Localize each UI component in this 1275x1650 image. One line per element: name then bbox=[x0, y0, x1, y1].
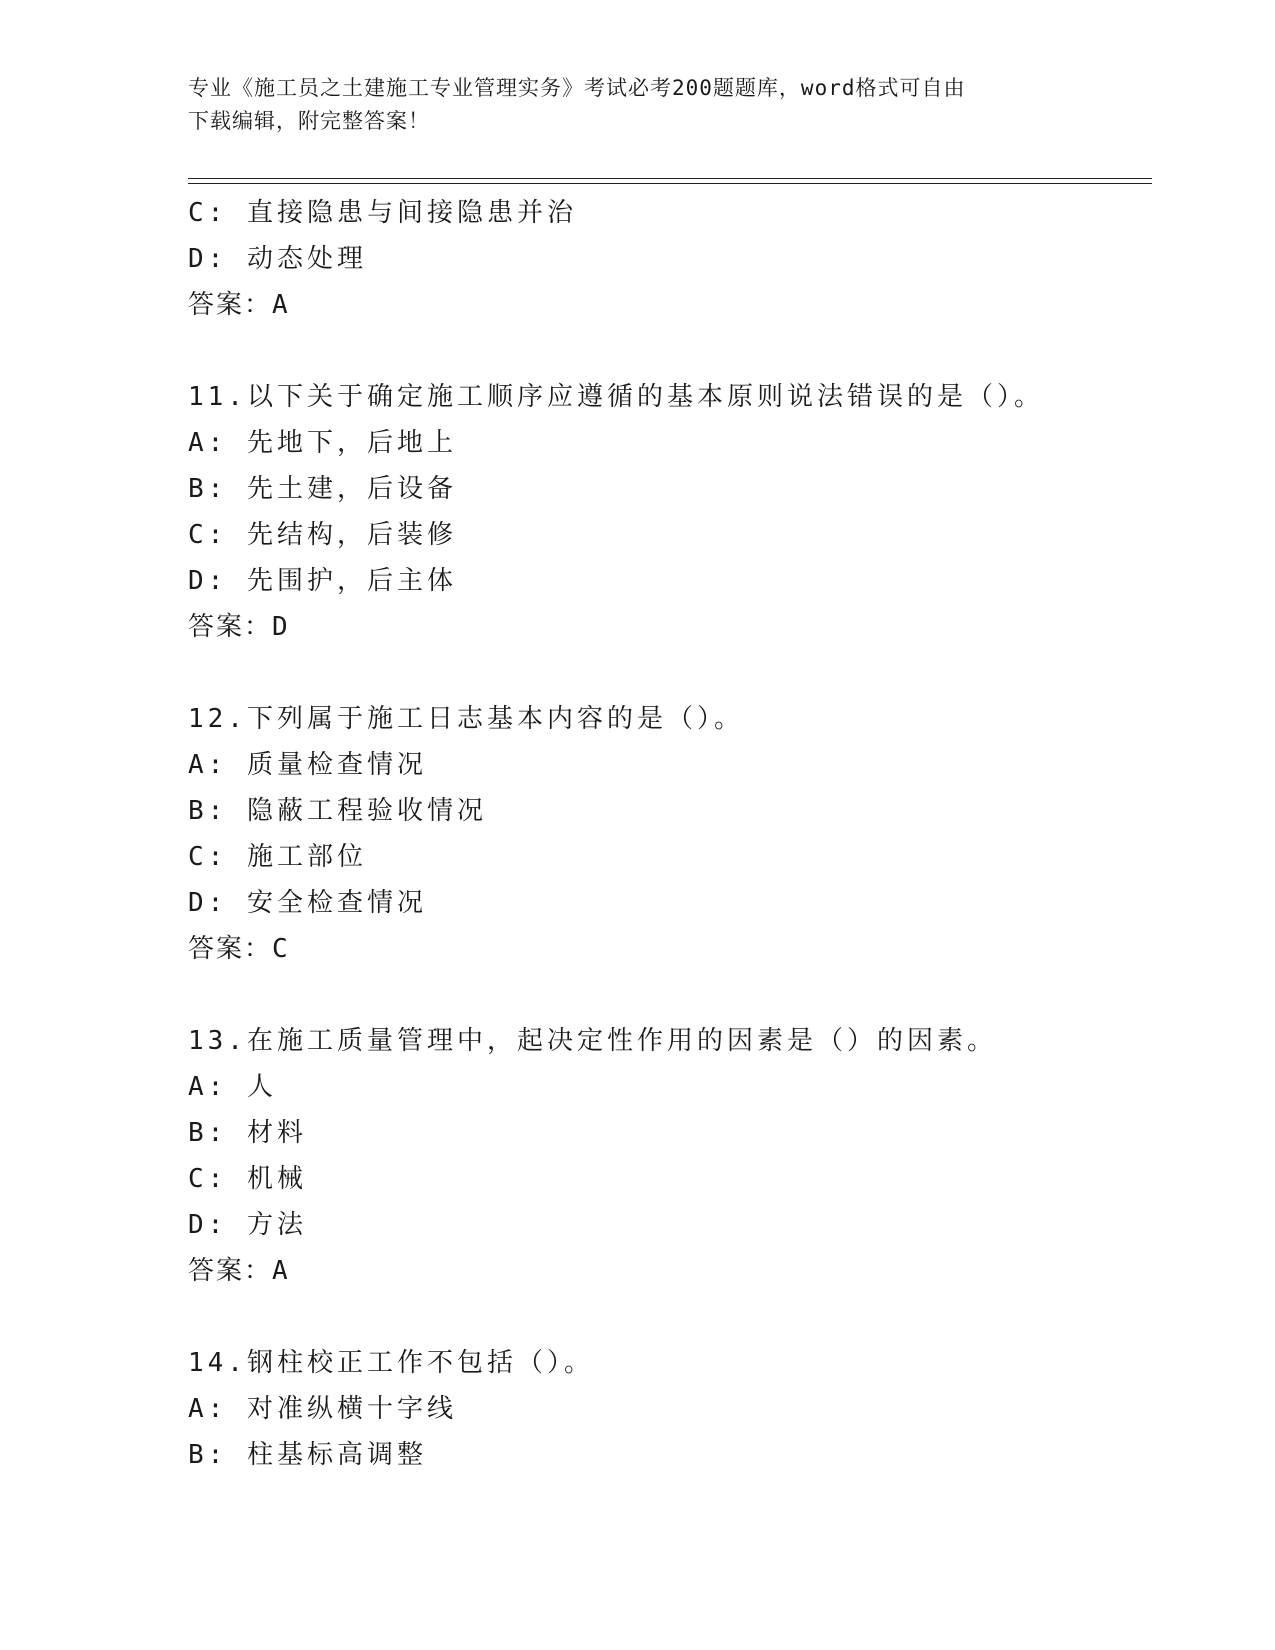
answer-line: 答案：A bbox=[188, 290, 290, 320]
header-line-1: 专业《施工员之土建施工专业管理实务》考试必考200题题库，word格式可自由 bbox=[188, 76, 966, 100]
question-fragment bbox=[188, 190, 1148, 328]
option-d: D: 安全检查情况 bbox=[188, 888, 427, 918]
spacer bbox=[188, 972, 1148, 1018]
question-12 bbox=[188, 696, 1148, 972]
header-rule-bottom bbox=[188, 183, 1152, 184]
option-c: C: 机械 bbox=[188, 1164, 307, 1194]
option-b: B: 柱基标高调整 bbox=[188, 1440, 427, 1470]
spacer bbox=[188, 328, 1148, 374]
header-line-2: 下载编辑，附完整答案！ bbox=[188, 109, 430, 133]
option-b: B: 先土建，后设备 bbox=[188, 474, 457, 504]
question-stem: 14.钢柱校正工作不包括（）。 bbox=[188, 1348, 594, 1378]
spacer bbox=[188, 650, 1148, 696]
option-c: C: 先结构，后装修 bbox=[188, 520, 457, 550]
option-a: A: 先地下，后地上 bbox=[188, 428, 457, 458]
spacer bbox=[188, 1294, 1148, 1340]
document-header bbox=[188, 72, 1088, 138]
question-list bbox=[188, 190, 1148, 1478]
option-c: C: 施工部位 bbox=[188, 842, 367, 872]
option-d: D: 动态处理 bbox=[188, 244, 367, 274]
question-stem: 12.下列属于施工日志基本内容的是（）。 bbox=[188, 704, 744, 734]
option-d: D: 方法 bbox=[188, 1210, 307, 1240]
header-rule-top bbox=[188, 178, 1152, 179]
option-a: A: 对准纵横十字线 bbox=[188, 1394, 457, 1424]
question-stem: 13.在施工质量管理中，起决定性作用的因素是（）的因素。 bbox=[188, 1026, 997, 1056]
question-13 bbox=[188, 1018, 1148, 1294]
option-c: C: 直接隐患与间接隐患并治 bbox=[188, 198, 577, 228]
option-b: B: 隐蔽工程验收情况 bbox=[188, 796, 487, 826]
question-14 bbox=[188, 1340, 1148, 1478]
option-b: B: 材料 bbox=[188, 1118, 307, 1148]
option-a: A: 人 bbox=[188, 1072, 277, 1102]
question-11 bbox=[188, 374, 1148, 650]
answer-line: 答案：C bbox=[188, 934, 290, 964]
option-a: A: 质量检查情况 bbox=[188, 750, 427, 780]
answer-line: 答案：D bbox=[188, 612, 290, 642]
answer-line: 答案：A bbox=[188, 1256, 290, 1286]
question-stem: 11.以下关于确定施工顺序应遵循的基本原则说法错误的是（）。 bbox=[188, 382, 1044, 412]
option-d: D: 先围护，后主体 bbox=[188, 566, 457, 596]
